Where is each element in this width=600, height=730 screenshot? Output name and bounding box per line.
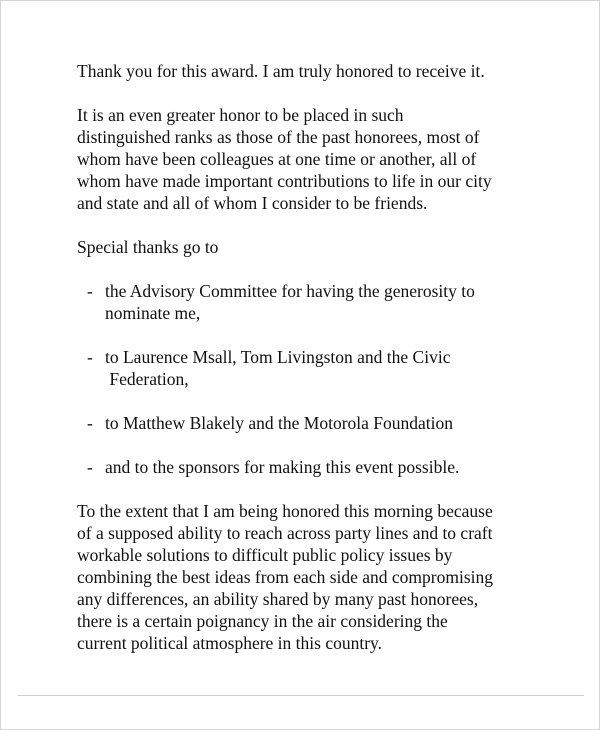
paragraph-line: combining the best ideas from each side and compromising <box>77 567 494 587</box>
paragraph-line: It is an even greater honor to be placed in such <box>77 105 404 125</box>
bullet-text: the Advisory Committee for having the generosity to <box>105 281 475 301</box>
intro-line: Thank you for this award. I am truly honored to receive it. <box>77 61 485 81</box>
footer-divider <box>18 695 584 696</box>
bullet-text: and to the sponsors for making this event possible. <box>105 457 460 477</box>
bullet-text: nominate me, <box>105 303 201 323</box>
paragraph-line: whom have made important contributions to life in our city <box>77 171 492 191</box>
paragraph-line: current political atmosphere in this country. <box>77 633 383 653</box>
bullet-dash: - <box>87 281 93 301</box>
paragraph-line: there is a certain poignancy in the air considering the <box>77 611 448 631</box>
bullet-dash: - <box>87 347 93 367</box>
paragraph-line: any differences, an ability shared by many past honorees, <box>77 589 479 609</box>
bullet-text: to Laurence Msall, Tom Livingston and the Civic <box>105 347 451 367</box>
special-thanks-heading: Special thanks go to <box>77 237 219 257</box>
paragraph-line: workable solutions to difficult public policy issues by <box>77 545 453 565</box>
paragraph-line: whom have been colleagues at one time or another, all of <box>77 149 477 169</box>
bullet-text: to Matthew Blakely and the Motorola Foundation <box>105 413 454 433</box>
bullet-text: Federation, <box>105 369 189 389</box>
bullet-dash: - <box>87 457 93 477</box>
paragraph-line: and state and all of whom I consider to be friends. <box>77 193 428 213</box>
paragraph-line: of a supposed ability to reach across party lines and to craft <box>77 523 493 543</box>
paragraph-line: distinguished ranks as those of the past honorees, most of <box>77 127 480 147</box>
paragraph-line: To the extent that I am being honored this morning because <box>77 501 493 521</box>
bullet-dash: - <box>87 413 93 433</box>
